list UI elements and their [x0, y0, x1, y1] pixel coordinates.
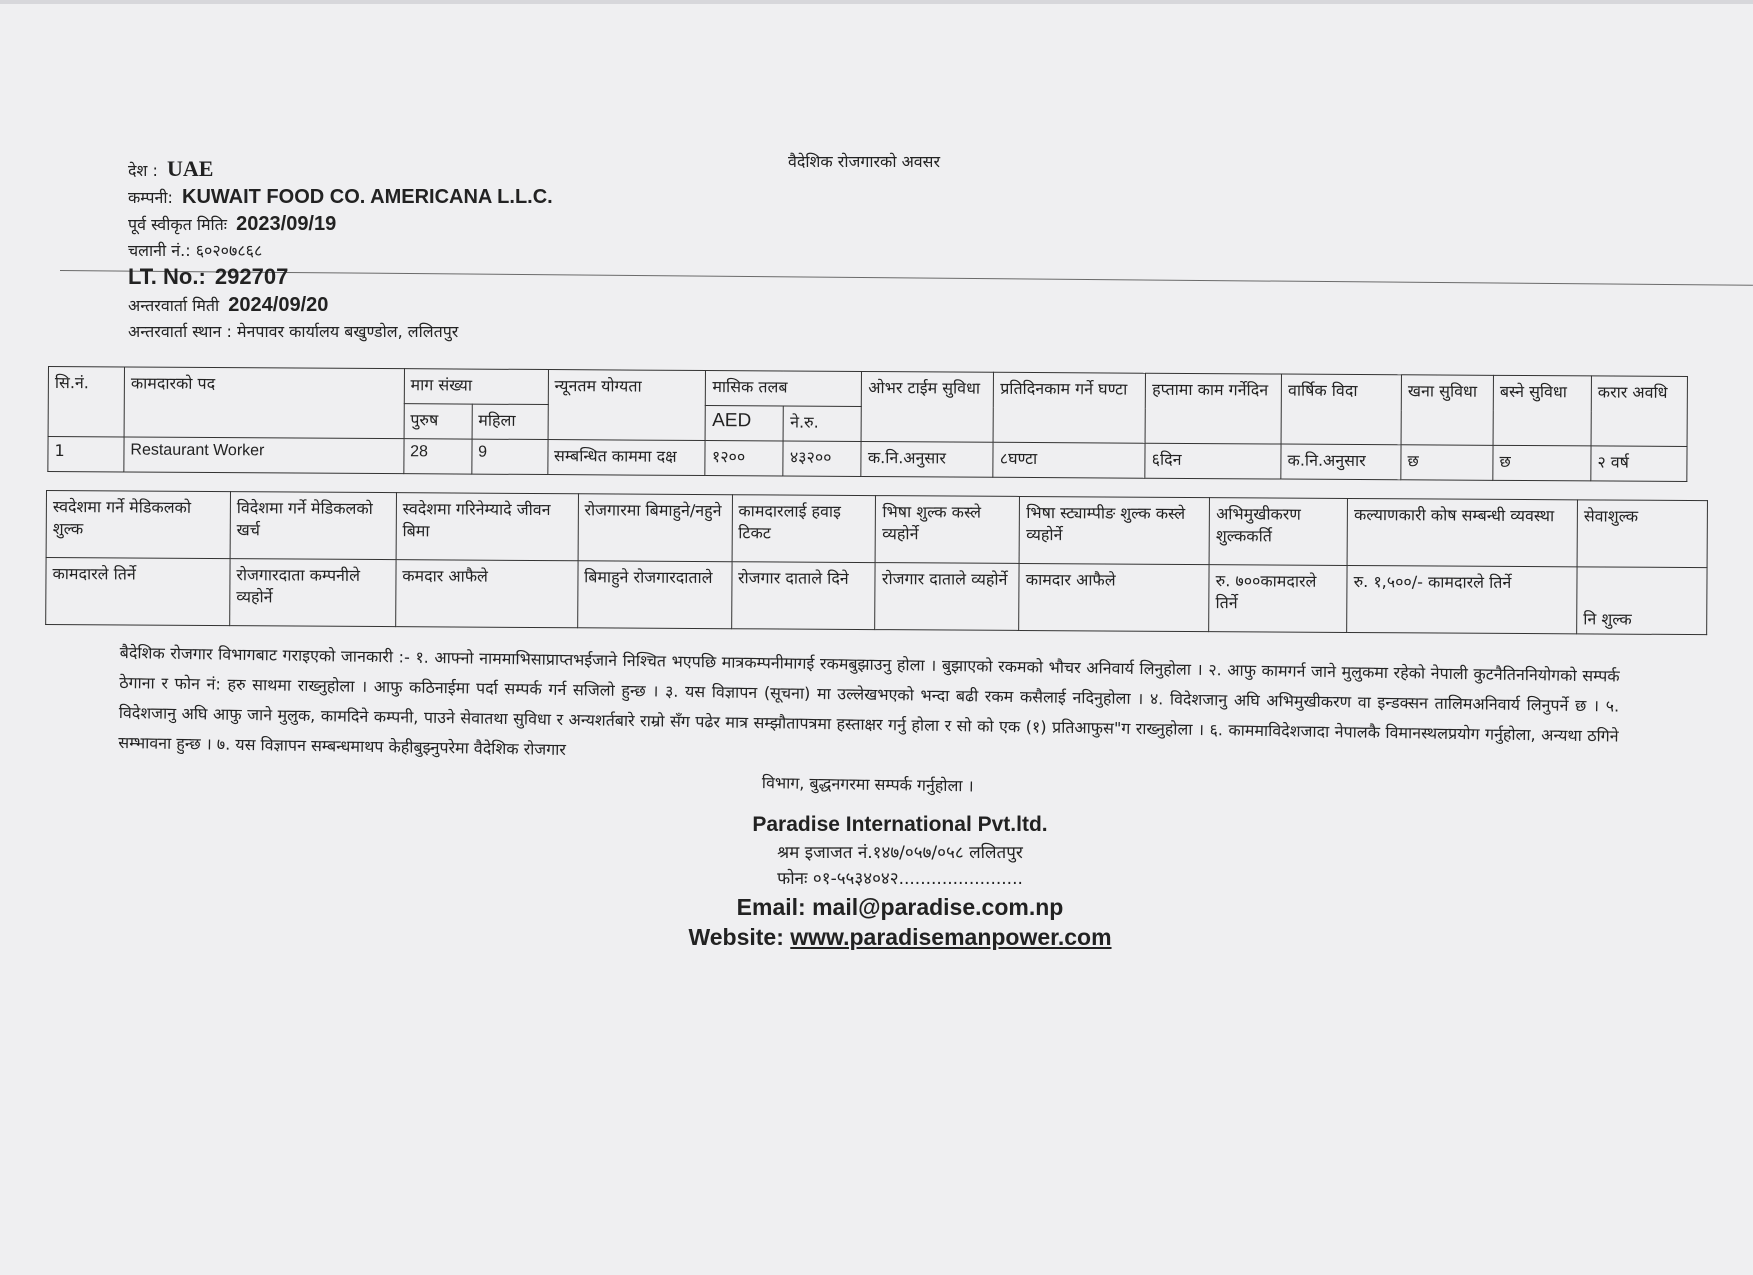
notice-body: बैदेशिक रोजगार विभागबाट गराइएको जानकारी :- १. आफ्नो नाममाभिसाप्राप्तभईजाने निश्चित भएपछि मात्रकम्पनीमागई रकमबुझाउनु होला । बुझाएको रकमको भौचर अनिवार्य लिनुहोला । २. आफु कामगर्न जाने मुलुकमा रहेको नेपाली कुटनैतिननियोगको सम्पर्क ठेगाना र फोन नं: हरु साथमा राख्नुहोला । आफु कठिनाईमा पर्दा सम्पर्क गर्न सजिलो हुन्छ । ३. यस विज्ञापन (सूचना) मा उल्लेखभएको भन्दा बढी रकम कसैलाई नदिनुहोला । ४. विदेशजानु अघि अभिमुखीकरण वा इन्डक्सन तालिमअनिवार्य लिनुपर्ने छ । ५. विदेशजानु अघि आफु जाने मुलुक, कामदिने कम्पनी, पाउने सेवातथा सुविधा र अन्यशर्तबारे राम्रो सँग पढेर मात्र सम्झौतापत्रमा हस्ताक्षर गर्नु होला र सो को एक (१) प्रतिआफुस"ग राख्नुहोला । ६. काममाविदेशजादा नेपालकै विमानस्थलप्रयोग गर्नुहोला, अन्यथा ठगिने सम्भावना हुन्छ । ७. यस विज्ञापन सम्बन्धमाथप केहीबुझ्नुपरेमा वैदेशिक रोजगार: [118, 642, 1620, 760]
approval-row: [128, 211, 553, 238]
approval-label: पूर्व स्वीकृत मितिः: [128, 215, 228, 234]
website-link[interactable]: www.paradisemanpower.com: [790, 924, 1112, 950]
col-qualification: न्यूनतम योग्यता: [548, 370, 706, 441]
interview-place-value: मेनपावर कार्यालय बखुण्डोल, ललितपुर: [236, 322, 459, 341]
cell-sn: 1: [48, 437, 124, 472]
dispatch-label: चलानी नं.:: [128, 241, 191, 260]
cell-aed: १२००: [705, 441, 783, 476]
phone-number: फोनः ०१-५५३४०४२.......................: [777, 869, 1023, 889]
cost-cell-7: कामदार आफैले: [1019, 563, 1209, 631]
cell-npr: ४३२००: [783, 441, 861, 476]
notice-end: विभाग, बुद्धनगरमा सम्पर्क गर्नुहोला ।: [761, 773, 974, 796]
website-label: Website:: [688, 924, 791, 950]
page-title: वैदेशिक रोजगारको अवसर: [788, 152, 941, 171]
cost-col-6: भिषा शुल्क कस्ले व्यहोर्ने: [876, 496, 1020, 564]
lt-row: [128, 264, 553, 292]
cost-cell-10: नि शुल्क: [1577, 567, 1707, 635]
cost-col-1: स्वदेशमा गर्ने मेडिकलको शुल्क: [46, 491, 230, 559]
cost-cell-1: कामदारले तिर्ने: [46, 558, 230, 626]
col-demand: माग संख्या: [404, 369, 548, 405]
cost-cell-8: रु. ७००कामदारले तिर्ने: [1209, 565, 1347, 633]
cost-col-8: अभिमुखीकरण शुल्ककर्ति: [1209, 498, 1347, 566]
dofe-notice: [118, 638, 1620, 812]
cost-col-3: स्वदेशमा गरिनेम्यादे जीवन बिमा: [396, 493, 578, 561]
agency-name: Paradise International Pvt.ltd.: [752, 813, 1048, 836]
job-meta: [128, 156, 553, 345]
country-label: देश :: [128, 161, 158, 180]
country-value: UAE: [166, 156, 214, 181]
dispatch-value: ६०२०७८६८: [195, 241, 263, 260]
cost-col-9: कल्याणकारी कोष सम्बन्धी व्यवस्था: [1347, 498, 1577, 566]
cell-female: 9: [472, 439, 548, 474]
col-leave: वार्षिक विदा: [1281, 374, 1401, 445]
col-salary: मासिक तलब: [706, 371, 862, 407]
cost-cell-3: कमदार आफैले: [395, 560, 577, 628]
cell-contract: २ वर्ष: [1591, 446, 1687, 482]
cost-col-2: विदेशमा गर्ने मेडिकलको खर्च: [230, 492, 396, 560]
cell-food: छ: [1401, 445, 1493, 481]
col-male: पुरुष: [404, 404, 472, 439]
email-address: Email: mail@paradise.com.np: [736, 894, 1064, 920]
cell-accommodation: छ: [1493, 445, 1591, 481]
cell-leave: क.नि.अनुसार: [1281, 444, 1401, 480]
col-aed: AED: [706, 406, 784, 441]
col-days: हप्तामा काम गर्नेदिन: [1145, 373, 1281, 444]
interview-place-row: [128, 319, 553, 345]
col-sn: सि.नं.: [48, 367, 124, 437]
dispatch-row: [128, 238, 553, 264]
company-value: KUWAIT FOOD CO. AMERICANA L.L.C.: [182, 186, 553, 208]
cell-overtime: क.नि.अनुसार: [861, 441, 993, 477]
agency-footer: [580, 810, 1220, 952]
interview-date-value: 2024/09/20: [228, 294, 329, 316]
col-food: खना सुविधा: [1401, 375, 1493, 446]
country-row: [128, 156, 553, 184]
scan-edge: [0, 0, 1753, 4]
website-row: [580, 922, 1220, 952]
job-table: [47, 366, 1688, 482]
col-accommodation: बस्ने सुविधा: [1493, 375, 1591, 446]
col-npr: ने.रु.: [783, 406, 861, 441]
cell-post: Restaurant Worker: [124, 437, 404, 474]
cell-days: ६दिन: [1145, 443, 1281, 479]
col-overtime: ओभर टाईम सुविधा: [861, 371, 993, 442]
cost-col-10: सेवाशुल्क: [1577, 500, 1707, 568]
cost-col-4: रोजगारमा बिमाहुने/नहुने: [578, 494, 732, 562]
cost-cell-4: बिमाहुने रोजगारदाताले: [577, 561, 731, 629]
company-row: [128, 184, 553, 211]
cost-cell-9: रु. १,५००/- कामदारले तिर्ने: [1347, 565, 1577, 633]
company-label: कम्पनी:: [128, 188, 173, 207]
table-row: [46, 558, 1707, 635]
cell-hours: ८घण्टा: [993, 442, 1145, 478]
col-female: महिला: [472, 404, 548, 439]
interview-place-label: अन्तरवार्ता स्थान :: [128, 322, 232, 341]
license-number: श्रम इजाजत नं.१४७/०५७/०५८ ललितपुर: [777, 843, 1023, 863]
cost-cell-2: रोजगारदाता कम्पनीले व्यहोर्ने: [230, 559, 396, 627]
interview-date-label: अन्तरवार्ता मिती: [128, 296, 220, 315]
cost-col-7: भिषा स्ट्याम्पीङ शुल्क कस्ले व्यहोर्ने: [1019, 496, 1209, 564]
col-post: कामदारको पद: [124, 367, 404, 439]
lt-label: LT. No.:: [128, 264, 206, 289]
interview-date-row: [128, 292, 553, 319]
cost-col-5: कामदारलाई हवाइ टिकट: [732, 495, 876, 563]
cost-header-row: [46, 491, 1707, 568]
cell-male: 28: [404, 439, 472, 474]
col-hours: प्रतिदिनकाम गर्ने घण्टा: [993, 372, 1145, 443]
table-header-row: [48, 367, 1687, 412]
approval-value: 2023/09/19: [236, 213, 337, 235]
cost-table: [45, 490, 1708, 635]
cost-cell-5: रोजगार दाताले दिने: [731, 562, 875, 630]
col-contract: करार अवधि: [1591, 376, 1687, 447]
cost-cell-6: रोजगार दाताले व्यहोर्ने: [875, 563, 1019, 631]
cell-qualification: सम्बन्धित काममा दक्ष: [547, 440, 705, 476]
lt-value: 292707: [214, 264, 289, 289]
